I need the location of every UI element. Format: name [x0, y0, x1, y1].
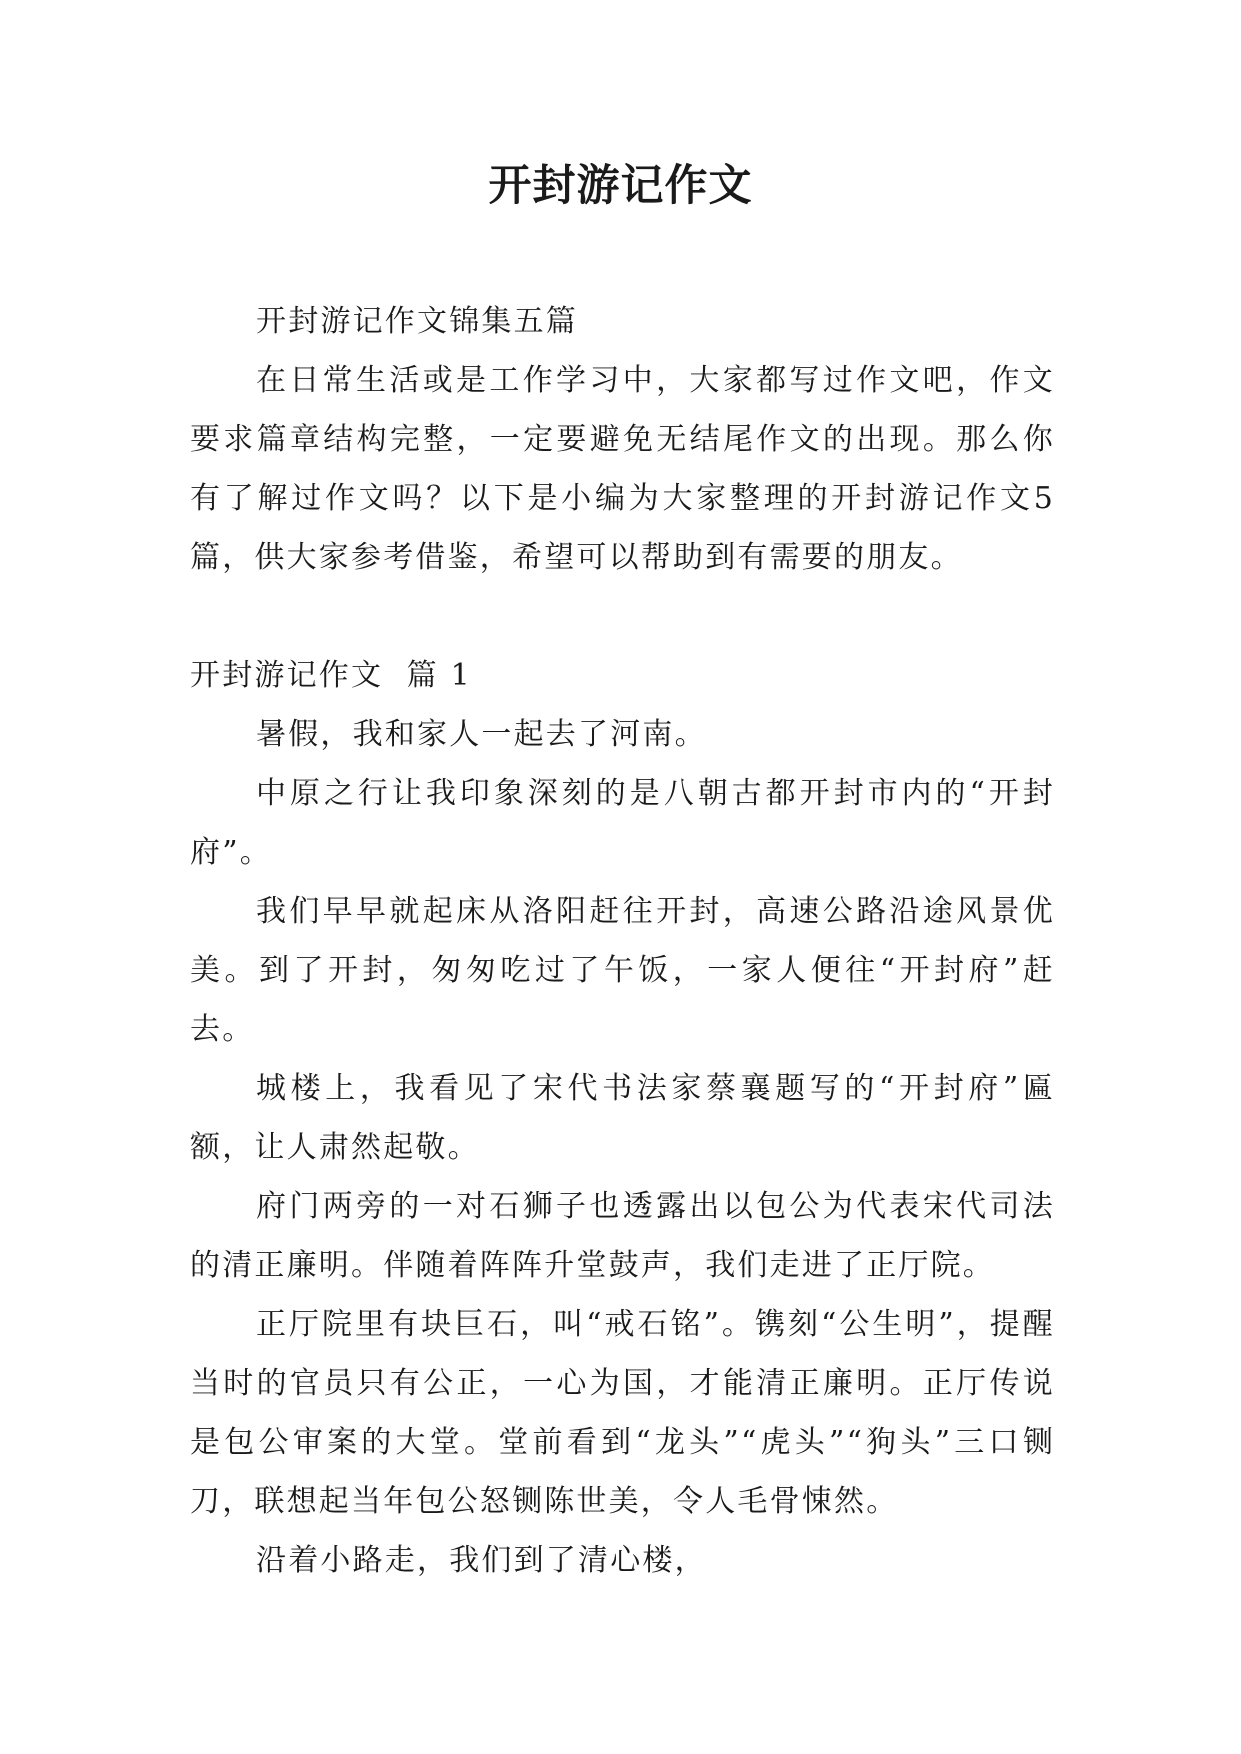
document-subtitle: 开封游记作文锦集五篇 [256, 304, 578, 339]
body-paragraph: 我们早早就起床从洛阳赶往开封，高速公路沿途风景优美。到了开封，匆匆吃过了午饭，一家人便往“开封府”赶去。 [190, 894, 1055, 1047]
section-heading [190, 646, 1055, 705]
section-heading-text: 开封游记作文 篇 1 [190, 658, 472, 693]
document-title: 开封游记作文 [488, 161, 753, 211]
document-body [190, 292, 1055, 1590]
intro-paragraph: 在日常生活或是工作学习中，大家都写过作文吧，作文要求篇章结构完整，一定要避免无结尾作文的出现。那么你有了解过作文吗？以下是小编为大家整理的开封游记作文5篇，供大家参考借鉴，希望可以帮助到有需要的朋友。 [190, 363, 1055, 575]
body-paragraph: 沿着小路走，我们到了清心楼， [256, 1543, 707, 1578]
body-paragraph: 暑假，我和家人一起去了河南。 [256, 717, 707, 752]
body-paragraph: 府门两旁的一对石狮子也透露出以包公为代表宋代司法的清正廉明。伴随着阵阵升堂鼓声，我们走进了正厅院。 [190, 1189, 1055, 1283]
body-paragraph: 城楼上，我看见了宋代书法家蔡襄题写的“开封府”匾额，让人肃然起敬。 [190, 1071, 1055, 1165]
body-paragraph: 中原之行让我印象深刻的是八朝古都开封市内的“开封府”。 [190, 776, 1055, 870]
body-paragraph: 正厅院里有块巨石，叫“戒石铭”。镌刻“公生明”，提醒当时的官员只有公正，一心为国，才能清正廉明。正厅传说是包公审案的大堂。堂前看到“龙头”“虎头”“狗头”三口铡刀，联想起当年包公怒铡陈世美，令人毛骨悚然。 [190, 1307, 1055, 1519]
